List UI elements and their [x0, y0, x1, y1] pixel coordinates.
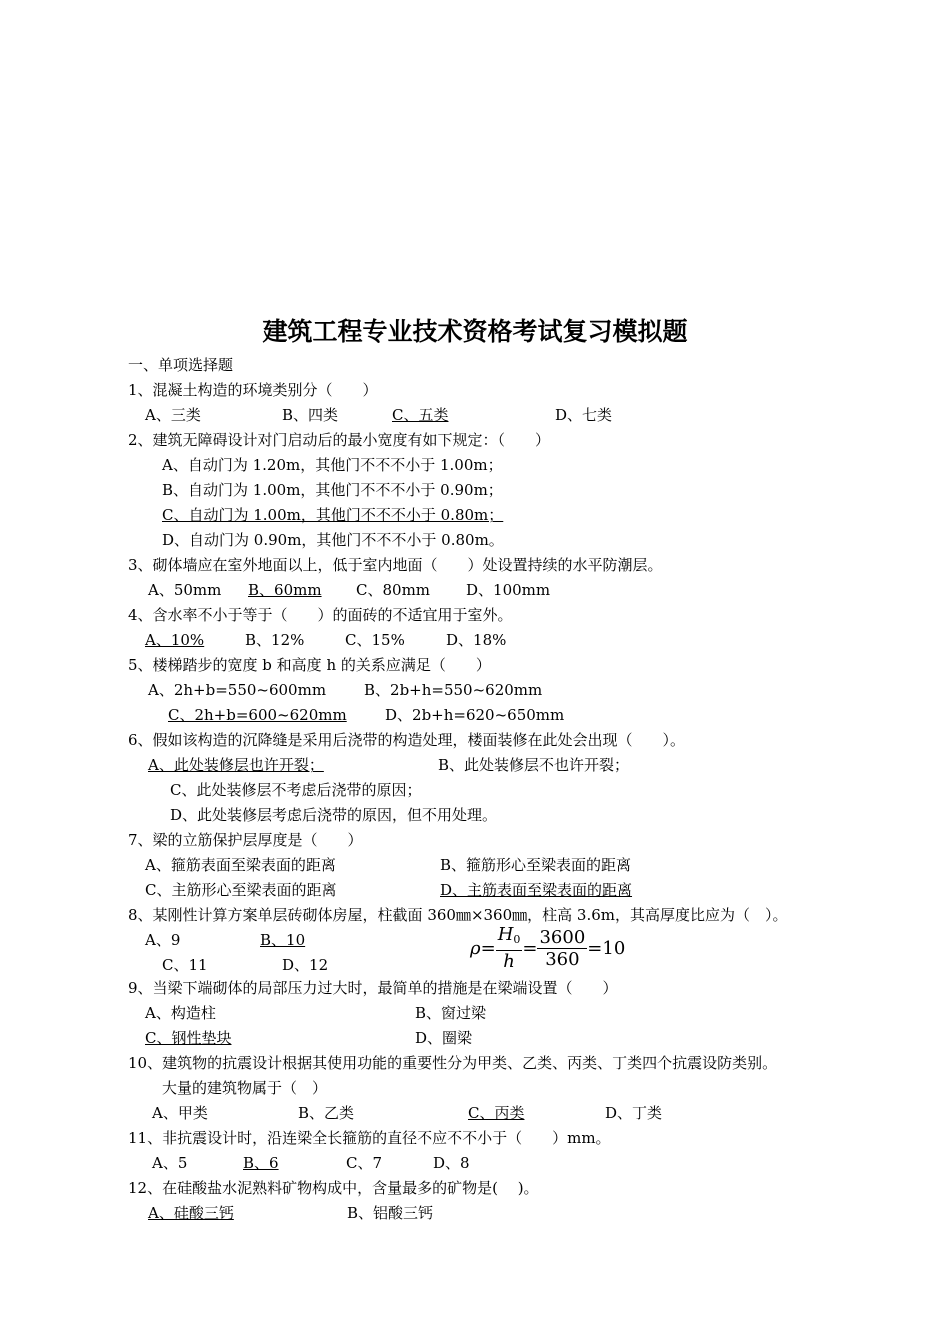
option-2c: C、自动门为 1.00m，其他门不不不小于 0.80m； — [162, 506, 504, 524]
question-10: 10、建筑物的抗震设计根据其使用功能的重要性分为甲类、乙类、丙类、丁类四个抗震设防类别。 — [128, 1054, 778, 1072]
option-5b: B、2b+h=550~620mm — [364, 681, 543, 699]
formula-fraction-2 — [537, 928, 587, 971]
option-2a: A、自动门为 1.20m，其他门不不不小于 1.00m； — [162, 456, 503, 474]
option-4c: C、15% — [345, 631, 405, 649]
option-5c: C、2h+b=600~620mm — [168, 706, 347, 724]
question-11: 11、非抗震设计时，沿连梁全长箍筋的直径不应不不小于（ ）mm。 — [128, 1129, 611, 1147]
option-9d: D、圈梁 — [415, 1029, 473, 1047]
option-7a: A、箍筋表面至梁表面的距离 — [145, 856, 336, 874]
question-3: 3、砌体墙应在室外地面以上，低于室内地面（ ）处设置持续的水平防潮层。 — [128, 556, 663, 574]
formula-equals: = — [480, 938, 496, 959]
question-10-continued: 大量的建筑物属于（ ） — [162, 1079, 328, 1097]
option-11a: A、5 — [152, 1154, 188, 1172]
option-7c: C、主筋形心至梁表面的距离 — [145, 881, 337, 899]
option-11d: D、8 — [433, 1154, 470, 1172]
option-10a: A、甲类 — [152, 1104, 208, 1122]
option-4a: A、10% — [145, 631, 205, 649]
formula-denominator-2: 360 — [545, 948, 580, 970]
option-1b: B、四类 — [282, 406, 339, 424]
question-6: 6、假如该构造的沉降缝是采用后浇带的构造处理，楼面装修在此处会出现（ ）。 — [128, 731, 686, 749]
option-5a: A、2h+b=550~600mm — [148, 681, 327, 699]
question-8: 8、某刚性计算方案单层砖砌体房屋，柱截面 360㎜×360㎜，柱高 3.6m，其高厚度比应为（ ）。 — [128, 906, 788, 924]
option-6a: A、此处装修层也许开裂； — [148, 756, 324, 774]
question-5: 5、楼梯踏步的宽度 b 和高度 h 的关系应满足（ ） — [128, 656, 491, 674]
option-2d: D、自动门为 0.90m，其他门不不不小于 0.80m。 — [162, 531, 504, 549]
option-2b: B、自动门为 1.00m，其他门不不不小于 0.90m； — [162, 481, 503, 499]
option-1c: C、五类 — [392, 406, 449, 424]
option-8a: A、9 — [145, 931, 181, 949]
option-7d: D、主筋表面至梁表面的距离 — [440, 881, 633, 899]
formula-equals-2: = — [522, 938, 538, 959]
question-1: 1、混凝土构造的环境类别分（ ） — [128, 381, 378, 399]
question-7: 7、梁的立筋保护层厚度是（ ） — [128, 831, 363, 849]
option-3c: C、80mm — [356, 581, 431, 599]
option-1d: D、七类 — [555, 406, 613, 424]
option-10d: D、丁类 — [605, 1104, 663, 1122]
option-11b: B、6 — [243, 1154, 279, 1172]
option-10c: C、丙类 — [468, 1104, 525, 1122]
option-8d: D、12 — [282, 956, 329, 974]
option-5d: D、2b+h=620~650mm — [385, 706, 565, 724]
option-6d: D、此处装修层考虑后浇带的原因，但不用处理。 — [170, 806, 498, 824]
question-12: 12、在硅酸盐水泥熟料矿物构成中，含量最多的矿物是( )。 — [128, 1179, 539, 1197]
option-6b: B、此处装修层不也许开裂； — [438, 756, 630, 774]
option-3d: D、100mm — [466, 581, 551, 599]
option-9a: A、构造柱 — [145, 1004, 216, 1022]
formula-rho: ρ — [470, 938, 481, 959]
option-8b: B、10 — [260, 931, 306, 949]
option-9c: C、钢性垫块 — [145, 1029, 232, 1047]
option-12b: B、铝酸三钙 — [347, 1204, 434, 1222]
option-3a: A、50mm — [148, 581, 222, 599]
section-heading: 一、单项选择题 — [128, 356, 234, 374]
option-1a: A、三类 — [145, 406, 201, 424]
option-8c: C、11 — [162, 956, 208, 974]
formula-numerator-1: H — [497, 924, 514, 945]
formula-denominator-1: h — [503, 951, 515, 972]
option-4b: B、12% — [245, 631, 305, 649]
option-11c: C、7 — [346, 1154, 383, 1172]
option-10b: B、乙类 — [298, 1104, 355, 1122]
question-9: 9、当梁下端砌体的局部压力过大时，最简单的措施是在梁端设置（ ） — [128, 979, 618, 997]
option-12a: A、硅酸三钙 — [148, 1204, 234, 1222]
page-title: 建筑工程专业技术资格考试复习模拟题 — [262, 317, 688, 346]
question-4: 4、含水率不小于等于（ ）的面砖的不适宜用于室外。 — [128, 606, 513, 624]
option-9b: B、窗过梁 — [415, 1004, 487, 1022]
option-6c: C、此处装修层不考虑后浇带的原因； — [170, 781, 422, 799]
slenderness-formula — [470, 925, 625, 975]
formula-fraction-1 — [496, 925, 523, 973]
formula-result: =10 — [587, 938, 626, 959]
formula-numerator-2: 3600 — [539, 926, 586, 948]
formula-numerator-1-sub: 0 — [513, 933, 521, 946]
option-3b: B、60mm — [248, 581, 322, 599]
question-2: 2、建筑无障碍设计对门启动后的最小宽度有如下规定：（ ） — [128, 431, 551, 449]
option-4d: D、18% — [446, 631, 507, 649]
option-7b: B、箍筋形心至梁表面的距离 — [440, 856, 632, 874]
